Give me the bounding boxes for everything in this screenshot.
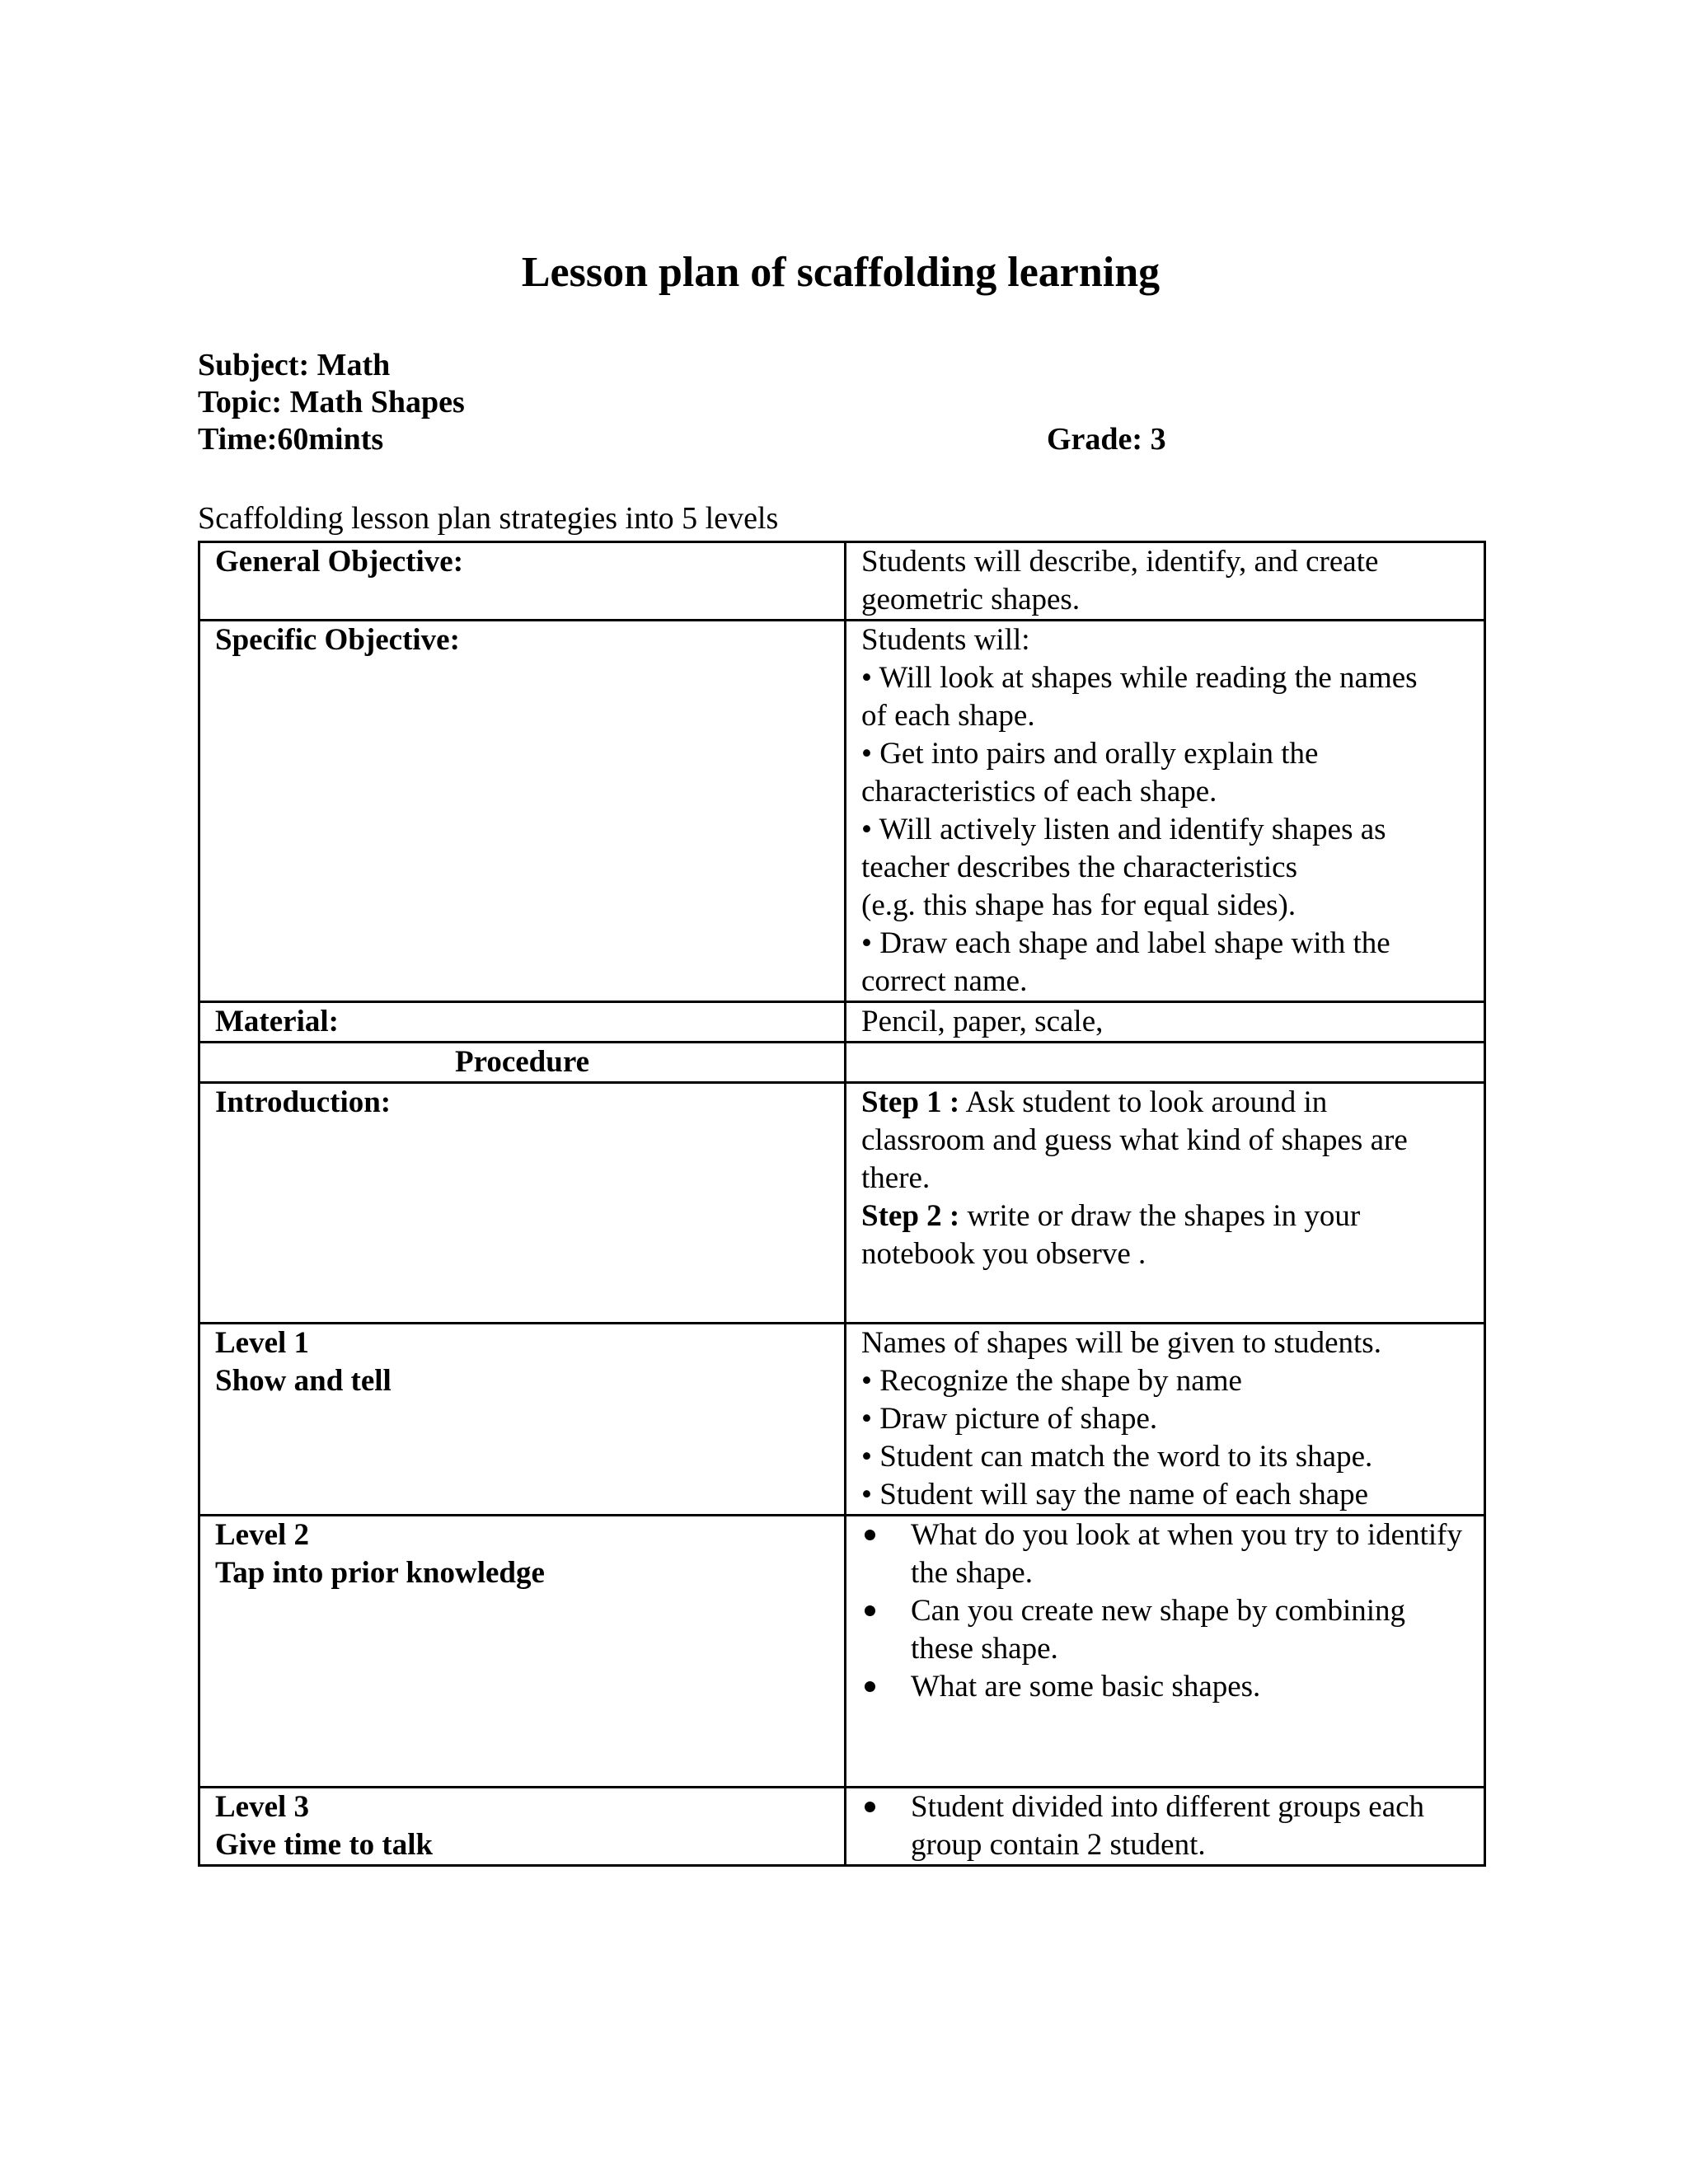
text-line: correct name. [861,964,1028,998]
table-row [199,1083,1485,1324]
list-item: Can you create new shape by combining these shape. [911,1592,1469,1668]
time-line: Time:60mints [198,422,384,457]
text-line: Names of shapes will be given to students. [861,1326,1381,1360]
general-objective-value [846,542,1485,621]
step2-text: write or draw the shapes in your [959,1199,1361,1233]
table-intro-note: Scaffolding lesson plan strategies into 5 levels [198,501,779,536]
text-line: • Will look at shapes while reading the names [861,661,1418,695]
text-line: • Will actively listen and identify shapes as [861,813,1386,846]
level1-name: Show and tell [215,1364,392,1398]
specific-objective-label: Specific Objective: [199,621,846,1002]
table-row [199,1002,1485,1043]
level2-label-cell [199,1516,846,1788]
text-line: • Get into pairs and orally explain the [861,737,1319,771]
text-line: of each shape. [861,699,1035,733]
step1-text: Ask student to look around in [959,1085,1328,1119]
table-row [199,1788,1485,1866]
level3-label-cell [199,1788,846,1866]
text-line: • Student can match the word to its shape. [861,1440,1373,1474]
level3-bullet-list [861,1788,1469,1864]
page-title: Lesson plan of scaffolding learning [521,249,1160,296]
text-line: teacher describes the characteristics [861,851,1298,884]
step1-label: Step 1 : [861,1085,960,1119]
text-line: • Draw picture of shape. [861,1402,1158,1436]
level3-name: Give time to talk [215,1828,434,1862]
step2-line [861,1197,1469,1235]
level2-label: Level 2 [215,1518,310,1552]
text-line: geometric shapes. [861,583,1081,616]
table-row [199,1516,1485,1788]
material-value: Pencil, paper, scale, [846,1002,1485,1043]
specific-objective-value [846,621,1485,1002]
procedure-header: Procedure [199,1043,846,1083]
level2-value [846,1516,1485,1788]
level3-value [846,1788,1485,1866]
introduction-label: Introduction: [199,1083,846,1324]
topic-line: Topic: Math Shapes [198,385,465,419]
list-item: Student divided into different groups each group contain 2 student. [911,1788,1469,1864]
text-line: Students will: [861,623,1030,657]
list-item: What do you look at when you try to identify the shape. [911,1516,1469,1592]
lesson-plan-table [198,541,1486,1867]
text-line: Students will describe, identify, and create [861,545,1379,579]
step2-label: Step 2 : [861,1199,960,1233]
text-line: (e.g. this shape has for equal sides). [861,888,1296,922]
table-row [199,621,1485,1002]
list-item: What are some basic shapes. [911,1668,1469,1706]
text-line: classroom and guess what kind of shapes are [861,1123,1408,1157]
general-objective-label: General Objective: [199,542,846,621]
level1-label-cell [199,1324,846,1516]
table-row [199,1043,1485,1083]
level2-name: Tap into prior knowledge [215,1556,545,1590]
level1-label: Level 1 [215,1326,310,1360]
level3-label: Level 3 [215,1790,310,1824]
text-line: • Student will say the name of each shape [861,1478,1369,1511]
level1-value [846,1324,1485,1516]
step1-line [861,1084,1469,1122]
text-line: there. [861,1161,931,1195]
grade-line: Grade: 3 [1047,422,1166,457]
table-row [199,1324,1485,1516]
introduction-value [846,1083,1485,1324]
text-line: notebook you observe . [861,1237,1146,1271]
text-line: • Recognize the shape by name [861,1364,1242,1398]
level2-bullet-list [861,1516,1469,1706]
subject-line: Subject: Math [198,348,391,382]
text-line: characteristics of each shape. [861,775,1217,808]
table-row [199,542,1485,621]
empty-cell [846,1043,1485,1083]
material-label: Material: [199,1002,846,1043]
text-line: • Draw each shape and label shape with the [861,926,1390,960]
